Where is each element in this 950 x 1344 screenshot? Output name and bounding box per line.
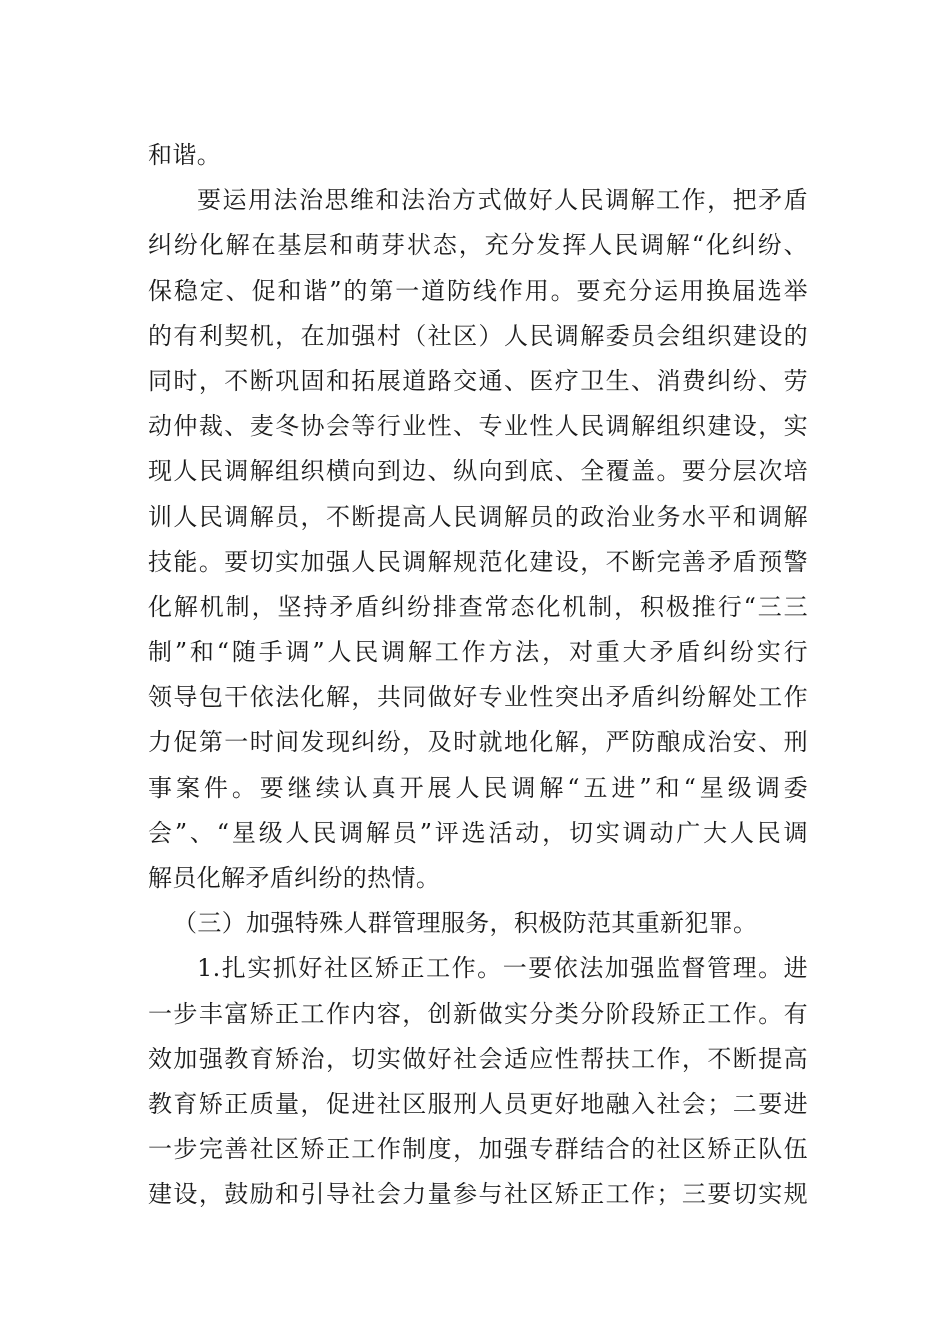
paragraph-line: 力促第一时间发现纠纷，及时就地化解，严防酿成治安、刑 xyxy=(148,728,808,757)
paragraph-line: 领导包干依法化解，共同做好专业性突出矛盾纠纷解处工作 xyxy=(148,683,808,712)
paragraph-line: 会”、“星级人民调解员”评选活动，切实调动广大人民调 xyxy=(148,818,808,847)
paragraph-line: 制”和“随手调”人民调解工作方法，对重大矛盾纠纷实行 xyxy=(148,638,808,667)
paragraph-line: 纠纷化解在基层和萌芽状态，充分发挥人民调解“化纠纷、 xyxy=(148,231,808,260)
paragraph-line: 同时，不断巩固和拓展道路交通、医疗卫生、消费纠纷、劳 xyxy=(148,366,808,395)
paragraph-line: 事案件。要继续认真开展人民调解“五进”和“星级调委 xyxy=(148,773,808,802)
paragraph-line: 训人民调解员，不断提高人民调解员的政治业务水平和调解 xyxy=(148,502,808,531)
section-heading: （三）加强特殊人群管理服务，积极防范其重新犯罪。 xyxy=(173,909,758,938)
paragraph-line: 建设，鼓励和引导社会力量参与社区矫正工作；三要切实规 xyxy=(148,1180,808,1209)
paragraph-line: 要运用法治思维和法治方式做好人民调解工作，把矛盾 xyxy=(197,186,808,215)
paragraph-line: 一步完善社区矫正工作制度，加强专群结合的社区矫正队伍 xyxy=(148,1135,808,1164)
paragraph-line: 一步丰富矫正工作内容，创新做实分类分阶段矫正工作。有 xyxy=(148,999,808,1028)
paragraph-line: 化解机制，坚持矛盾纠纷排查常态化机制，积极推行“三三 xyxy=(148,592,808,621)
paragraph-line: 解员化解矛盾纠纷的热情。 xyxy=(148,864,441,892)
paragraph-line: 技能。要切实加强人民调解规范化建设，不断完善矛盾预警 xyxy=(148,547,808,576)
paragraph-line: 的有利契机，在加强村（社区）人民调解委员会组织建设的 xyxy=(148,321,808,350)
paragraph-line: 动仲裁、麦冬协会等行业性、专业性人民调解组织建设，实 xyxy=(148,412,808,441)
paragraph-line: 教育矫正质量，促进社区服刑人员更好地融入社会；二要进 xyxy=(148,1089,808,1118)
paragraph-line: 保稳定、促和谐”的第一道防线作用。要充分运用换届选举 xyxy=(148,276,808,305)
document-body xyxy=(148,133,808,1218)
paragraph-continuation: 和谐。 xyxy=(148,141,222,169)
paragraph-line: 效加强教育矫治，切实做好社会适应性帮扶工作，不断提高 xyxy=(148,1044,808,1073)
paragraph-line: 1.扎实抓好社区矫正工作。一要依法加强监督管理。进 xyxy=(197,954,808,983)
paragraph-line: 现人民调解组织横向到边、纵向到底、全覆盖。要分层次培 xyxy=(148,457,808,486)
